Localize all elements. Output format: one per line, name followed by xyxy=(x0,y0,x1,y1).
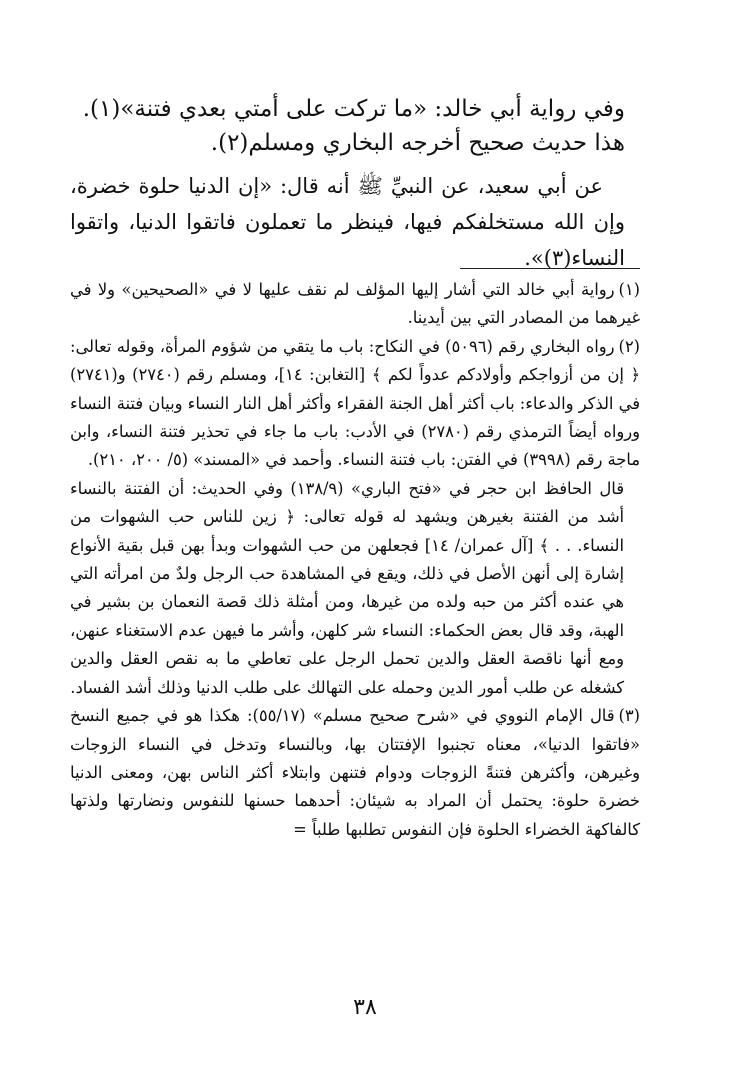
footnotes xyxy=(70,276,640,844)
footnote-number: (١) xyxy=(618,280,640,299)
footnote-text: رواية أبي خالد التي أشار إليها المؤلف لم نقف عليها لا في «الصحيحين» ولا في غيرهما من المصادر التي بين أيدينا. xyxy=(70,280,640,328)
main-line-1: وفي رواية أبي خالد: «ما تركت على أمتي بعدي فتنة»(١). xyxy=(82,96,625,122)
footnote-number: (٢) xyxy=(618,336,640,356)
main-line-2: هذا حديث صحيح أخرجه البخاري ومسلم(٢). xyxy=(210,130,625,156)
footnote-3 xyxy=(70,702,640,844)
footnote-text: رواه البخاري رقم (٥٠٩٦) في النكاح: باب ما يتقي من شؤوم المرأة، وقوله تعالى: ﴿ إن من أزواجكم وأولادكم عدواً لكم ﴾ [التغابن: ١٤]، ومسلم رقم (٢٧٤٠) و(٢٧٤١) في الذكر والدعاء: باب أكثر أهل الجنة الفقراء وأكثر أهل النار النساء وبيان فتنة النساء ورواه أيضاً الترمذي رقم (٢٧٨٠) في الأدب: باب ما جاء في تحذير فتنة النساء، وابن ماجة رقم (٣٩٩٨) في الفتن: باب فتنة النساء. وأحمد في «المسند» (٥/ ٢٠٠، ٢١٠). xyxy=(70,336,640,470)
footnote-divider xyxy=(460,268,640,269)
footnote-text: قال الإمام النووي في «شرح صحيح مسلم» (٥٥/١٧): هكذا هو في جميع النسخ «فاتقوا الدنيا»، معناه تجنبوا الإفتتان بها، وبالنساء وتدخل في النساء الزوجات وغيرهن، وأكثرهن فتنةً الزوجات ودوام فتنهن وابتلاء أكثر الناس بهن، ومعنى الدنيا خضرة حلوة: يحتمل أن المراد به شيئان: أحدهما حسنها للنفوس ونضارتها ولذتها كالفاكهة الخضراء الحلوة فإن النفوس تطلبها طلباً = xyxy=(70,706,640,839)
main-text xyxy=(70,92,625,276)
footnote-2 xyxy=(70,333,640,702)
main-paragraph-2: عن أبي سعيد، عن النبيِّ ﷺ أنه قال: «إن الدنيا حلوة خضرة، وإن الله مستخلفكم فيها، فينظر ما تعملون فاتقوا الدنيا، واتقوا النساء(٣)». xyxy=(70,174,625,270)
footnote-1 xyxy=(70,276,640,333)
page-number: ٣٨ xyxy=(353,995,377,1020)
footnote-number: (٣) xyxy=(618,706,641,726)
footnote-continuation: قال الحافظ ابن حجر في «فتح الباري» (١٣٨/٩) وفي الحديث: أن الفتنة بالنساء أشد من الفتنة بغيرهن ويشهد له قوله تعالى: ﴿ زين للناس حب الشهوات من النساء. . . ﴾ [آل عمران/ ١٤] فجعلهن من حب الشهوات وبدأ بهن قبل بقية الأنواع إشارة إلى أنهن الأصل في ذلك، ويقع في المشاهدة حب الرجل ولدٌ من امرأته التي هي عنده أكثر من حبه ولده من غيرها، ومن أمثلة ذلك قصة النعمان بن بشير في الهبة، وقد قال بعض الحكماء: النساء شر كلهن، وأشر ما فيهن عدم الاستغناء عنهن، ومع أنها ناقصة العقل والدين تحمل الرجل على تعاطي ما به نقص العقل والدين كشغله عن طلب أمور الدين وحمله على التهالك على طلب الدنيا وذلك أشد الفساد. xyxy=(70,478,625,697)
